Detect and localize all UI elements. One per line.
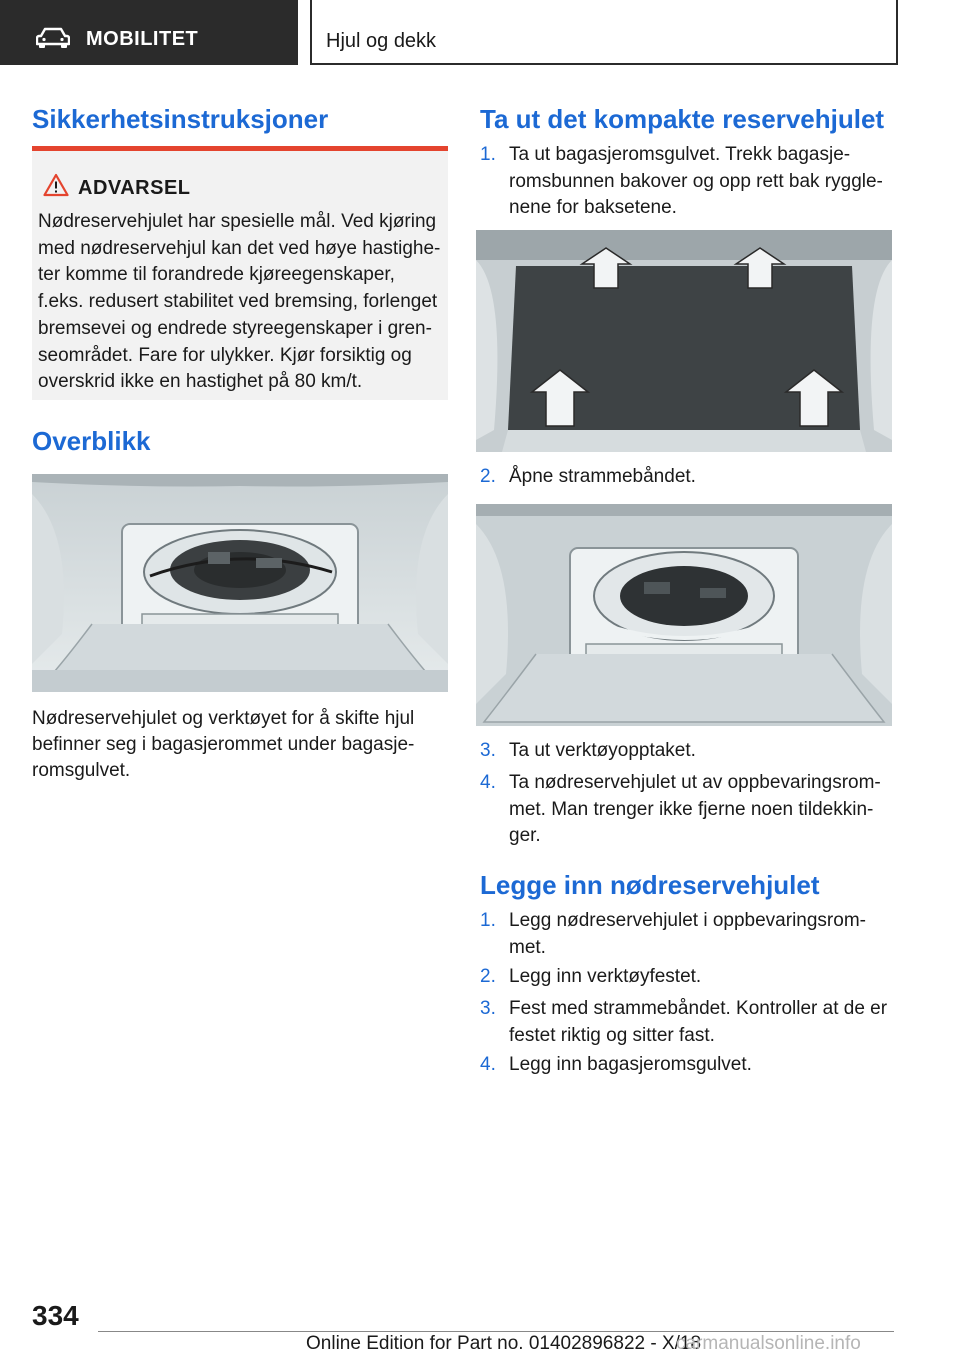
overview-text: Nødreservehjulet og verktøyet for å skifte hjul befinner seg i bagasjerommet under bagasje-romsgulvet. bbox=[32, 708, 415, 781]
strap-open-image bbox=[476, 504, 892, 726]
remove-step-1 bbox=[480, 142, 894, 222]
warning-triangle-icon bbox=[43, 173, 69, 197]
step-number: 2. bbox=[480, 466, 496, 487]
step-text: Legg nødreservehjulet i oppbevaringsrom-met. bbox=[509, 910, 866, 958]
chapter-title: Hjul og dekk bbox=[326, 30, 437, 52]
car-icon bbox=[36, 27, 70, 49]
step-text: Legg inn bagasjeromsgulvet. bbox=[509, 1054, 752, 1075]
remove-heading: Ta ut det kompakte reservehjulet bbox=[480, 104, 885, 134]
step-number: 3. bbox=[480, 740, 496, 761]
page-number: 334 bbox=[32, 1300, 79, 1331]
watermark: carmanualsonline.info bbox=[676, 1333, 861, 1354]
step-text: Ta ut bagasjeromsgulvet. Trekk bagasje-romsbunnen bakover og opp rett bak ryggle-nene for baksetene. bbox=[509, 144, 883, 218]
trunk-floor-image bbox=[476, 230, 892, 452]
section-header bbox=[0, 0, 298, 65]
step-number: 4. bbox=[480, 772, 496, 793]
step-number: 1. bbox=[480, 144, 496, 165]
warning-box bbox=[32, 146, 448, 400]
step-text: Åpne strammebåndet. bbox=[509, 466, 696, 487]
step-number: 3. bbox=[480, 998, 496, 1019]
step-text: Fest med strammebåndet. Kontroller at de er festet riktig og sitter fast. bbox=[509, 998, 888, 1046]
overview-heading: Overblikk bbox=[32, 426, 151, 456]
spare-wheel-overview-image bbox=[32, 474, 448, 692]
footer-divider bbox=[98, 1331, 894, 1332]
step-number: 2. bbox=[480, 966, 496, 987]
footer-edition: Online Edition for Part no. 01402896822 - X/18 bbox=[306, 1333, 702, 1354]
step-text: Ta nødreservehjulet ut av oppbevaringsrom-met. Man trenger ikke fjerne noen tildekkin-ger. bbox=[509, 772, 881, 846]
warning-text: Nødreservehjulet har spesielle mål. Ved kjøring med nødreservehjul kan det ved høye hastighe-ter komme til forandrede kjøreegenskaper, f.eks. redusert stabilitet ved bremsing, forlenget bremsevei og endrede styreegenskaper i gren-seområdet. Fare for ulykker. Kjør forsiktig og overskrid ikke en hastighet på 80 km/t. bbox=[38, 211, 441, 393]
step-text: Legg inn verktøyfestet. bbox=[509, 966, 702, 987]
insert-step-1 bbox=[480, 908, 894, 962]
step-number: 4. bbox=[480, 1054, 496, 1075]
step-text: Ta ut verktøyopptaket. bbox=[509, 740, 696, 761]
warning-title: ADVARSEL bbox=[78, 177, 191, 199]
step-number: 1. bbox=[480, 910, 496, 931]
safety-heading: Sikkerhetsinstruksjoner bbox=[32, 104, 329, 134]
section-title: MOBILITET bbox=[86, 28, 199, 50]
insert-heading: Legge inn nødreservehjulet bbox=[480, 870, 820, 900]
insert-step-3 bbox=[480, 996, 894, 1050]
remove-step-4 bbox=[480, 770, 894, 850]
chapter-header bbox=[310, 0, 898, 65]
